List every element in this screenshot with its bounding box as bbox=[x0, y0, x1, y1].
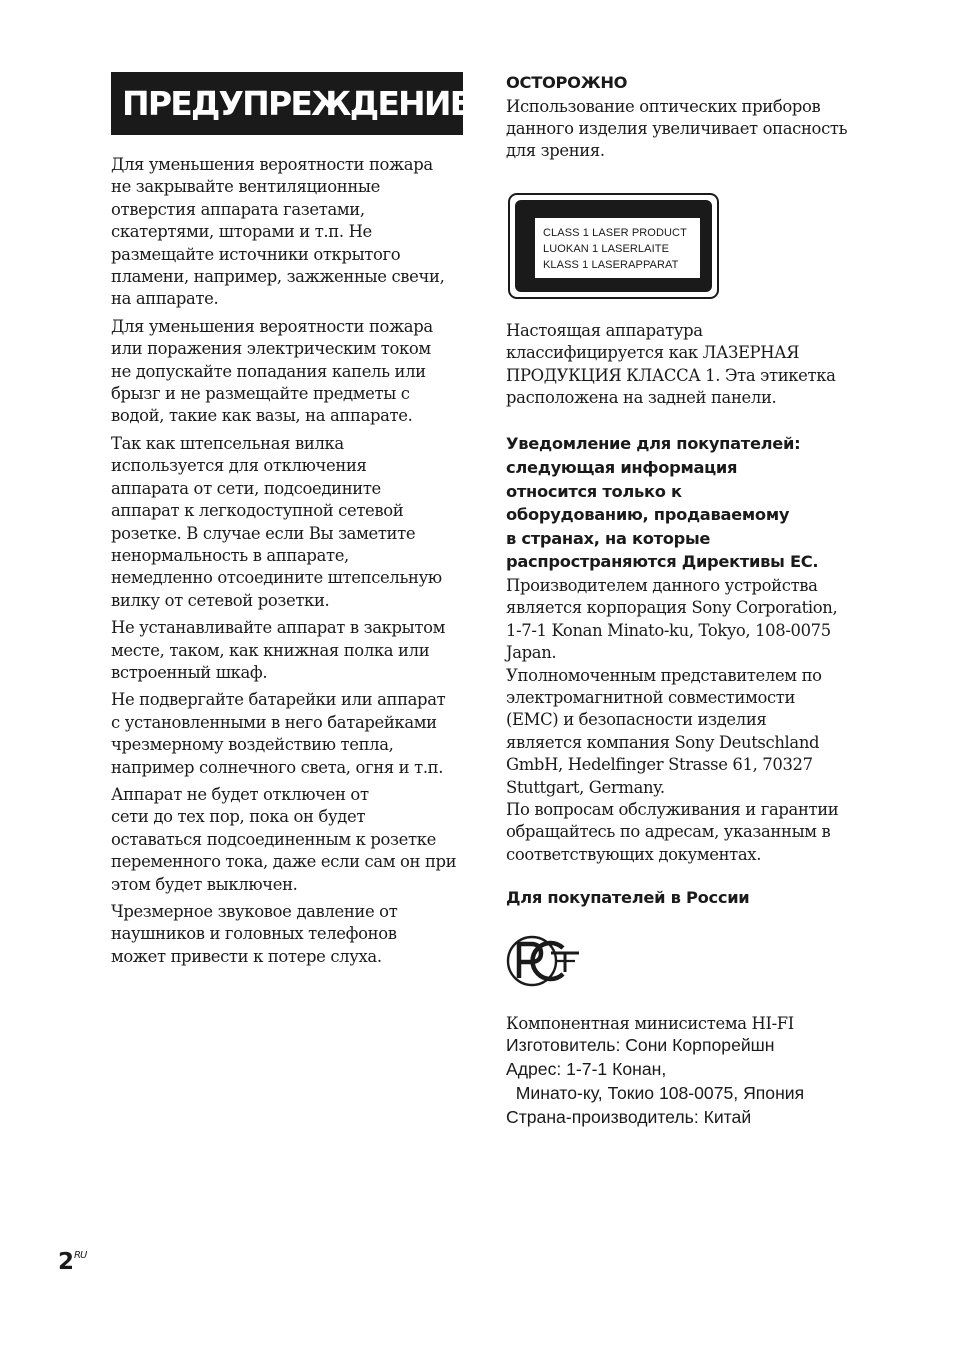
laser-label-line-3: KLASS 1 LASERAPPARAT bbox=[543, 258, 679, 271]
page-title: ПРЕДУПРЕЖДЕНИЕ bbox=[111, 72, 463, 135]
warning-paragraph-5: Не подвергайте батарейки или аппарат с установленными в него батарейками чрезмерному воздействию тепла, например солнечного света, огня и т.п. bbox=[111, 690, 446, 777]
eu-notice-text: Производителем данного устройства является корпорация Sony Corporation, 1-7-1 Konan Minato-ku, Tokyo, 108-0075 Japan. Уполномоченным представителем по электромагнитной совместимости (EMC) и безопасности изделия является компания Sony Deutschland GmbH, Hedelfinger Strasse 61, 70327 Stuttgart, Germany. По вопросам обслуживания и гарантии обращайтесь по адресам, указанным в соответствующих документах. bbox=[506, 576, 839, 864]
right-column bbox=[506, 72, 866, 1129]
warning-paragraph-4: Не устанавливайте аппарат в закрытом месте, таком, как книжная полка или встроенный шкаф. bbox=[111, 618, 445, 682]
product-line: Компонентная минисистема HI-FI bbox=[506, 1013, 794, 1033]
left-column bbox=[111, 72, 471, 973]
laser-label-text-box bbox=[535, 218, 700, 278]
warning-paragraph-2: Для уменьшения вероятности пожара или поражения электрическим током не допускайте попадания капель или брызг и не размещайте предметы с водой, такие как вазы, на аппарате. bbox=[111, 316, 433, 426]
eu-notice-heading: Уведомление для покупателей: следующая информация относится только к оборудованию, продаваемому в странах, на которые распространяются Директивы ЕС. bbox=[506, 434, 819, 572]
laser-label-frame bbox=[515, 200, 712, 292]
pct-certification-mark bbox=[505, 932, 585, 992]
warning-paragraph-1: Для уменьшения вероятности пожара не закрывайте вентиляционные отверстия аппарата газетами, скатертями, шторами и т.п. Не размещайте источники открытого пламени, например, зажженные свечи, на аппарате. bbox=[111, 155, 445, 309]
russia-heading: Для покупателей в России bbox=[506, 888, 750, 908]
caution-heading: ОСТОРОЖНО bbox=[506, 73, 628, 92]
warning-paragraph-6: Аппарат не будет отключен от сети до тех пор, пока он будет оставаться подсоединенным к розетке переменного тока, даже если сам он при этом будет выключен. bbox=[111, 784, 457, 894]
caution-text: Использование оптических приборов данного изделия увеличивает опасность для зрения. bbox=[506, 96, 848, 161]
warning-paragraph-7: Чрезмерное звуковое давление от наушников и головных телефонов может привести к потере слуха. bbox=[111, 902, 398, 966]
laser-class-label bbox=[508, 193, 719, 299]
laser-label-line-2: LUOKAN 1 LASERLAITE bbox=[543, 242, 670, 255]
page-number-value: 2 bbox=[58, 1249, 74, 1275]
manufacturer-info: Изготовитель: Сони Корпорейшн Адрес: 1-7-1 Конан, Минато-ку, Токио 108-0075, Япония Страна-производитель: Китай bbox=[506, 1035, 805, 1128]
page-number bbox=[58, 1249, 86, 1275]
page-number-suffix: RU bbox=[74, 1250, 87, 1261]
warning-paragraph-3: Так как штепсельная вилка используется для отключения аппарата от сети, подсоедините аппарат к легкодоступной сетевой розетке. В случае если Вы заметите ненормальность в аппарате, немедленно отсоедините штепсельную вилку от сетевой розетки. bbox=[111, 433, 442, 610]
laser-class-text: Настоящая аппаратура классифицируется как ЛАЗЕРНАЯ ПРОДУКЦИЯ КЛАССА 1. Эта этикетка расположена на задней панели. bbox=[506, 320, 836, 408]
laser-label-line-1: CLASS 1 LASER PRODUCT bbox=[543, 226, 687, 239]
